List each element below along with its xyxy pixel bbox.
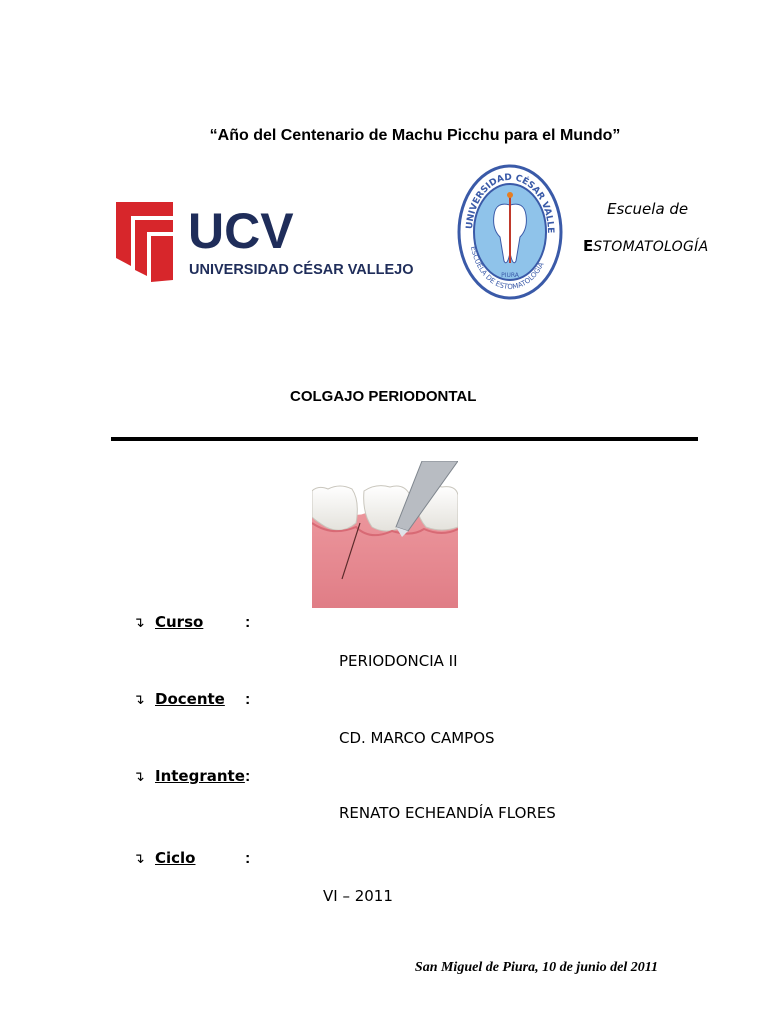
school-initial: E <box>583 237 594 255</box>
hooked-arrow-icon: ↴ <box>133 851 145 867</box>
field-value-curso: PERIODONCIA II <box>339 652 458 670</box>
title-divider <box>111 437 698 441</box>
hooked-arrow-icon: ↴ <box>133 692 145 708</box>
svg-text:PIURA: PIURA <box>501 272 519 279</box>
svg-text:UCV: UCV <box>188 203 294 259</box>
hooked-arrow-icon: ↴ <box>133 615 145 631</box>
field-colon: : <box>245 768 251 785</box>
place-date-footer: San Miguel de Piura, 10 de junio del 2011 <box>414 960 658 975</box>
field-label-integrante: ↴ Integrante <box>133 767 245 785</box>
school-name-rest: STOMATOLOGÍA <box>593 239 709 255</box>
field-colon: : <box>245 850 251 867</box>
ucv-logo <box>113 196 413 282</box>
school-seal <box>456 163 564 301</box>
field-label-ciclo: ↴ Ciclo <box>133 849 196 867</box>
motto-text: “Año del Centenario de Machu Picchu para el Mundo” <box>209 127 621 144</box>
field-label-docente: ↴ Docente <box>133 690 225 708</box>
field-value-integrante: RENATO ECHEANDÍA FLORES <box>339 804 556 822</box>
field-value-ciclo: VI – 2011 <box>323 887 393 905</box>
ucv-emblem-icon <box>113 196 413 282</box>
periodontal-flap-illustration <box>312 461 458 608</box>
hooked-arrow-icon: ↴ <box>133 769 145 785</box>
field-colon: : <box>245 691 251 708</box>
field-label-curso: ↴ Curso <box>133 613 204 631</box>
svg-text:UNIVERSIDAD CÉSAR VALLEJO: UNIVERSIDAD CÉSAR VALLE <box>464 172 556 234</box>
school-name-line2 <box>583 237 708 255</box>
field-value-docente: CD. MARCO CAMPOS <box>339 729 495 747</box>
svg-text:UNIVERSIDAD CÉSAR VALLEJO: UNIVERSIDAD CÉSAR VALLEJO <box>189 262 413 278</box>
school-name-line1: Escuela de <box>607 200 689 218</box>
svg-text:ESCUELA DE ESTOMATOLOGÍA: ESCUELA DE ESTOMATOLOGÍA <box>468 245 546 292</box>
field-colon: : <box>245 614 251 631</box>
document-title: COLGAJO PERIODONTAL <box>290 388 477 405</box>
